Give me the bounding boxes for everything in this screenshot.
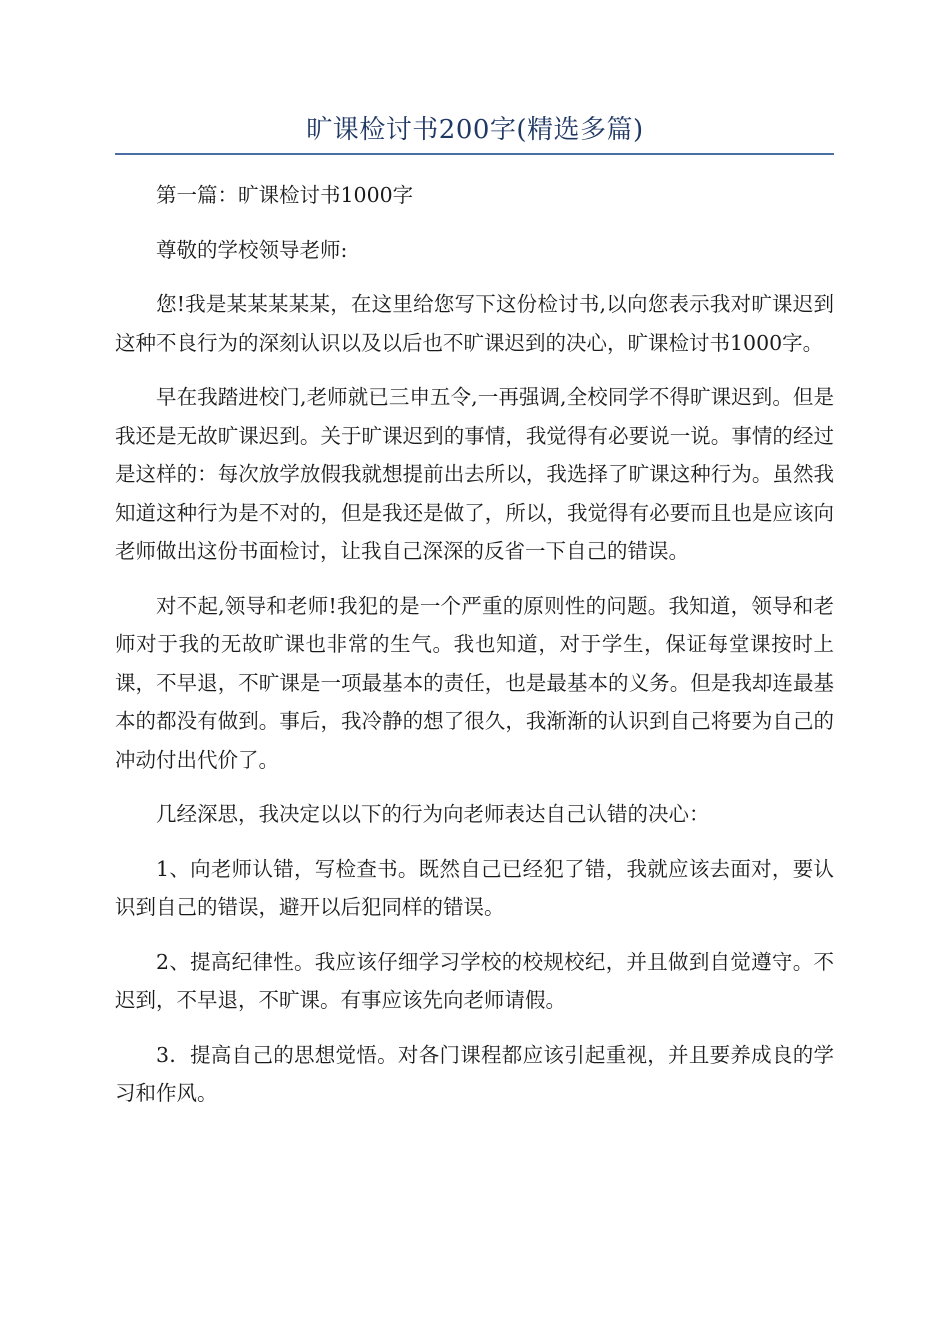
paragraph-apology: 对不起,领导和老师!我犯的是一个严重的原则性的问题。我知道，领导和老师对于我的无故旷课也非常的生气。我也知道，对于学生，保证每堂课按时上课，不早退，不旷课是一项最基本的责任，也是最基本的义务。但是我却连最基本的都没有做到。事后，我冷静的想了很久，我渐渐的认识到自己将要为自己的冲动付出代价了。 [115, 593, 834, 772]
paragraph-item-3: 3．提高自己的思想觉悟。对各门课程都应该引起重视，并且要养成良的学习和作风。 [115, 1042, 834, 1105]
paragraph-salutation: 尊敬的学校领导老师: [156, 237, 348, 262]
paragraph-item-2: 2、提高纪律性。我应该仔细学习学校的校规校纪，并且做到自觉遵守。不迟到，不早退，不旷课。有事应该先向老师请假。 [115, 949, 834, 1012]
title-underline [115, 153, 834, 155]
document-body [115, 176, 834, 1129]
paragraph-intro: 您!我是某某某某某，在这里给您写下这份检讨书,以向您表示我对旷课迟到这种不良行为的深刻认识以及以后也不旷课迟到的决心，旷课检讨书1000字。 [115, 292, 834, 355]
paragraph-section-heading: 第一篇：旷课检讨书1000字 [156, 183, 414, 207]
paragraph-background: 早在我踏进校门,老师就已三申五令,一再强调,全校同学不得旷课迟到。但是我还是无故旷课迟到。关于旷课迟到的事情，我觉得有必要说一说。事情的经过是这样的：每次放学放假我就想提前出去所以，我选择了旷课这种行为。虽然我知道这种行为是不对的，但是我还是做了，所以，我觉得有必要而且也是应该向老师做出这份书面检讨，让我自己深深的反省一下自己的错误。 [115, 385, 834, 563]
document-title: 旷课检讨书200字(精选多篇) [306, 115, 644, 145]
paragraph-resolution-lead: 几经深思，我决定以以下的行为向老师表达自己认错的决心： [156, 802, 710, 826]
paragraph-item-1: 1、向老师认错，写检查书。既然自己已经犯了错，我就应该去面对，要认识到自己的错误，避开以后犯同样的错误。 [115, 856, 834, 919]
